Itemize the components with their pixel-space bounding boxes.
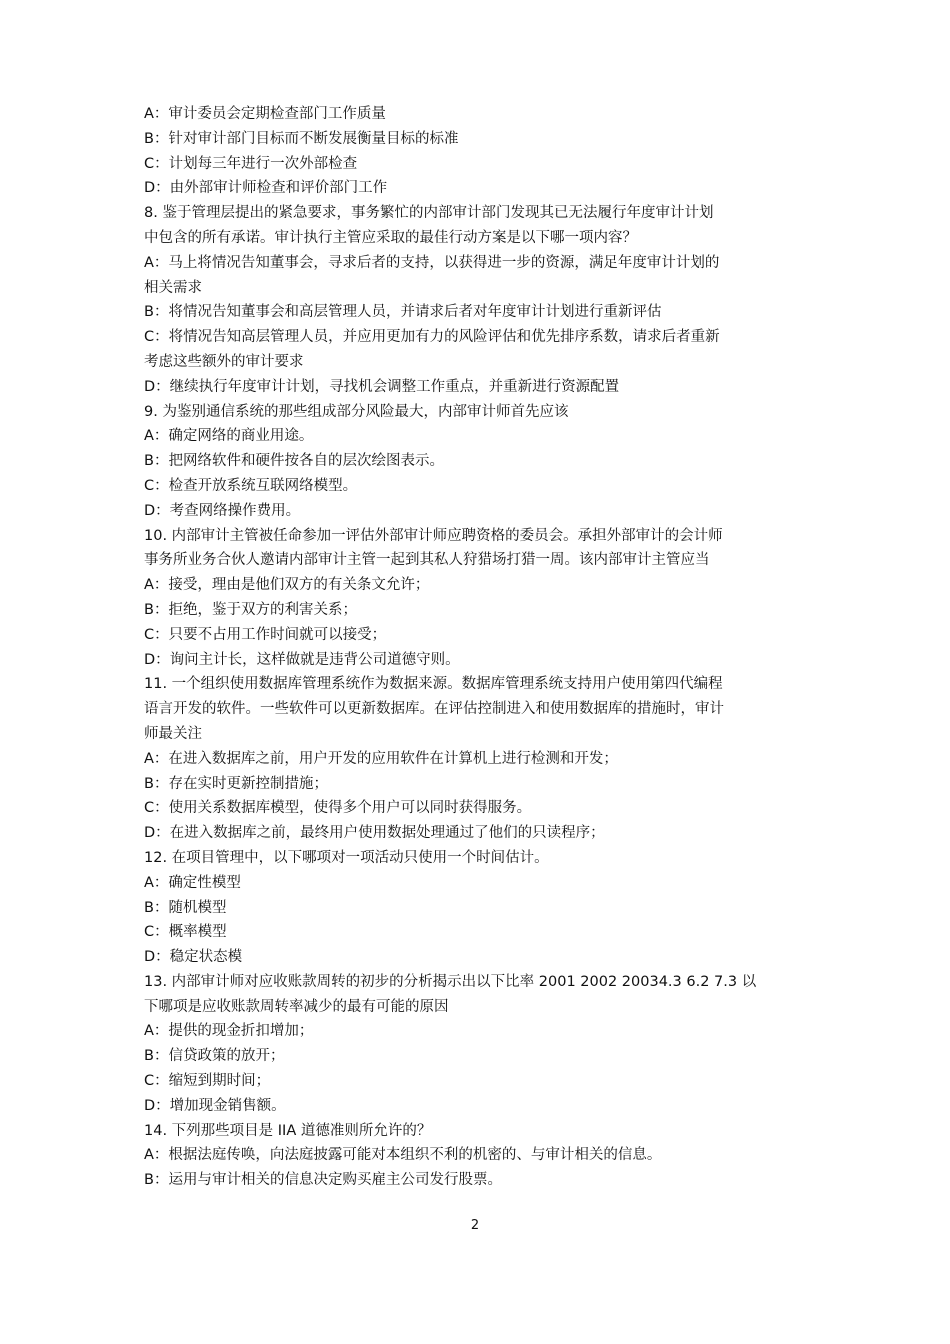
text-line: D：稳定状态模	[144, 949, 243, 966]
text-line: 12. 在项目管理中，以下哪项对一项活动只使用一个时间估计。	[144, 849, 549, 866]
text-line: 10. 内部审计主管被任命参加一评估外部审计师应聘资格的委员会。承担外部审计的会计师	[144, 527, 723, 544]
text-line: A：确定性模型	[144, 874, 241, 891]
text-line: 下哪项是应收账款周转率减少的最有可能的原因	[144, 998, 449, 1015]
text-line: D：增加现金销售额。	[144, 1097, 286, 1114]
text-line: B：针对审计部门目标而不断发展衡量目标的标准	[144, 130, 459, 147]
text-line: 13. 内部审计师对应收账款周转的初步的分析揭示出以下比率 2001 2002 20034.3 6.2 7.3 以	[144, 973, 757, 990]
page-number: 2	[470, 1218, 480, 1233]
document-body	[144, 102, 810, 1193]
text-line: C：概率模型	[144, 924, 227, 941]
text-line: B：将情况告知董事会和高层管理人员，并请求后者对年度审计计划进行重新评估	[144, 304, 662, 321]
text-line: D：考查网络操作费用。	[144, 502, 301, 519]
text-line: B：信贷政策的放开；	[144, 1048, 285, 1065]
text-line: 中包含的所有承诺。审计执行主管应采取的最佳行动方案是以下哪一项内容？	[144, 229, 637, 246]
text-line: A：接受，理由是他们双方的有关条文允许；	[144, 577, 430, 594]
text-line: 8. 鉴于管理层提出的紧急要求，事务繁忙的内部审计部门发现其已无法履行年度审计计划	[144, 205, 714, 222]
text-line: 事务所业务合伙人邀请内部审计主管一起到其私人狩猎场打猎一周。该内部审计主管应当	[144, 552, 710, 569]
text-line: D：继续执行年度审计计划，寻找机会调整工作重点，并重新进行资源配置	[144, 378, 620, 395]
text-line: A：在进入数据库之前，用户开发的应用软件在计算机上进行检测和开发；	[144, 750, 618, 767]
text-line: 相关需求	[144, 279, 202, 296]
text-line: C：将情况告知高层管理人员，并应用更加有力的风险评估和优先排序系数，请求后者重新	[144, 329, 720, 346]
text-line: A：提供的现金折扣增加；	[144, 1023, 314, 1040]
text-line: B：存在实时更新控制措施；	[144, 775, 328, 792]
text-line: C：缩短到期时间；	[144, 1073, 271, 1090]
text-line: B：随机模型	[144, 899, 227, 916]
text-line: 师最关注	[144, 725, 202, 742]
text-line: C：使用关系数据库模型，使得多个用户可以同时获得服务。	[144, 800, 532, 817]
text-line: D：由外部审计师检查和评价部门工作	[144, 180, 388, 197]
text-line: B：把网络软件和硬件按各自的层次绘图表示。	[144, 453, 444, 470]
text-line: C：计划每三年进行一次外部检查	[144, 155, 358, 172]
text-line: A：确定网络的商业用途。	[144, 428, 314, 445]
text-line: 14. 下列那些项目是 IIA 道德准则所允许的？	[144, 1122, 432, 1139]
text-line: 9. 为鉴别通信系统的那些组成部分风险最大，内部审计师首先应该	[144, 403, 569, 420]
text-line: 考虑这些额外的审计要求	[144, 353, 304, 370]
text-line: A：马上将情况告知董事会，寻求后者的支持，以获得进一步的资源，满足年度审计计划的	[144, 254, 720, 271]
text-line: D：在进入数据库之前，最终用户使用数据处理通过了他们的只读程序；	[144, 825, 605, 842]
text-line: C：检查开放系统互联网络模型。	[144, 477, 358, 494]
text-line: A：审计委员会定期检查部门工作质量	[144, 106, 386, 122]
text-line: B：运用与审计相关的信息决定购买雇主公司发行股票。	[144, 1172, 502, 1189]
text-line: A：根据法庭传唤，向法庭披露可能对本组织不利的机密的、与审计相关的信息。	[144, 1147, 662, 1164]
text-line: 11. 一个组织使用数据库管理系统作为数据来源。数据库管理系统支持用户使用第四代编程	[144, 676, 723, 693]
text-line: 语言开发的软件。一些软件可以更新数据库。在评估控制进入和使用数据库的措施时，审计	[144, 701, 724, 718]
text-line: B：拒绝，鉴于双方的利害关系；	[144, 601, 357, 618]
text-line: D：询问主计长，这样做就是违背公司道德守则。	[144, 651, 460, 668]
text-line: C：只要不占用工作时间就可以接受；	[144, 626, 387, 643]
